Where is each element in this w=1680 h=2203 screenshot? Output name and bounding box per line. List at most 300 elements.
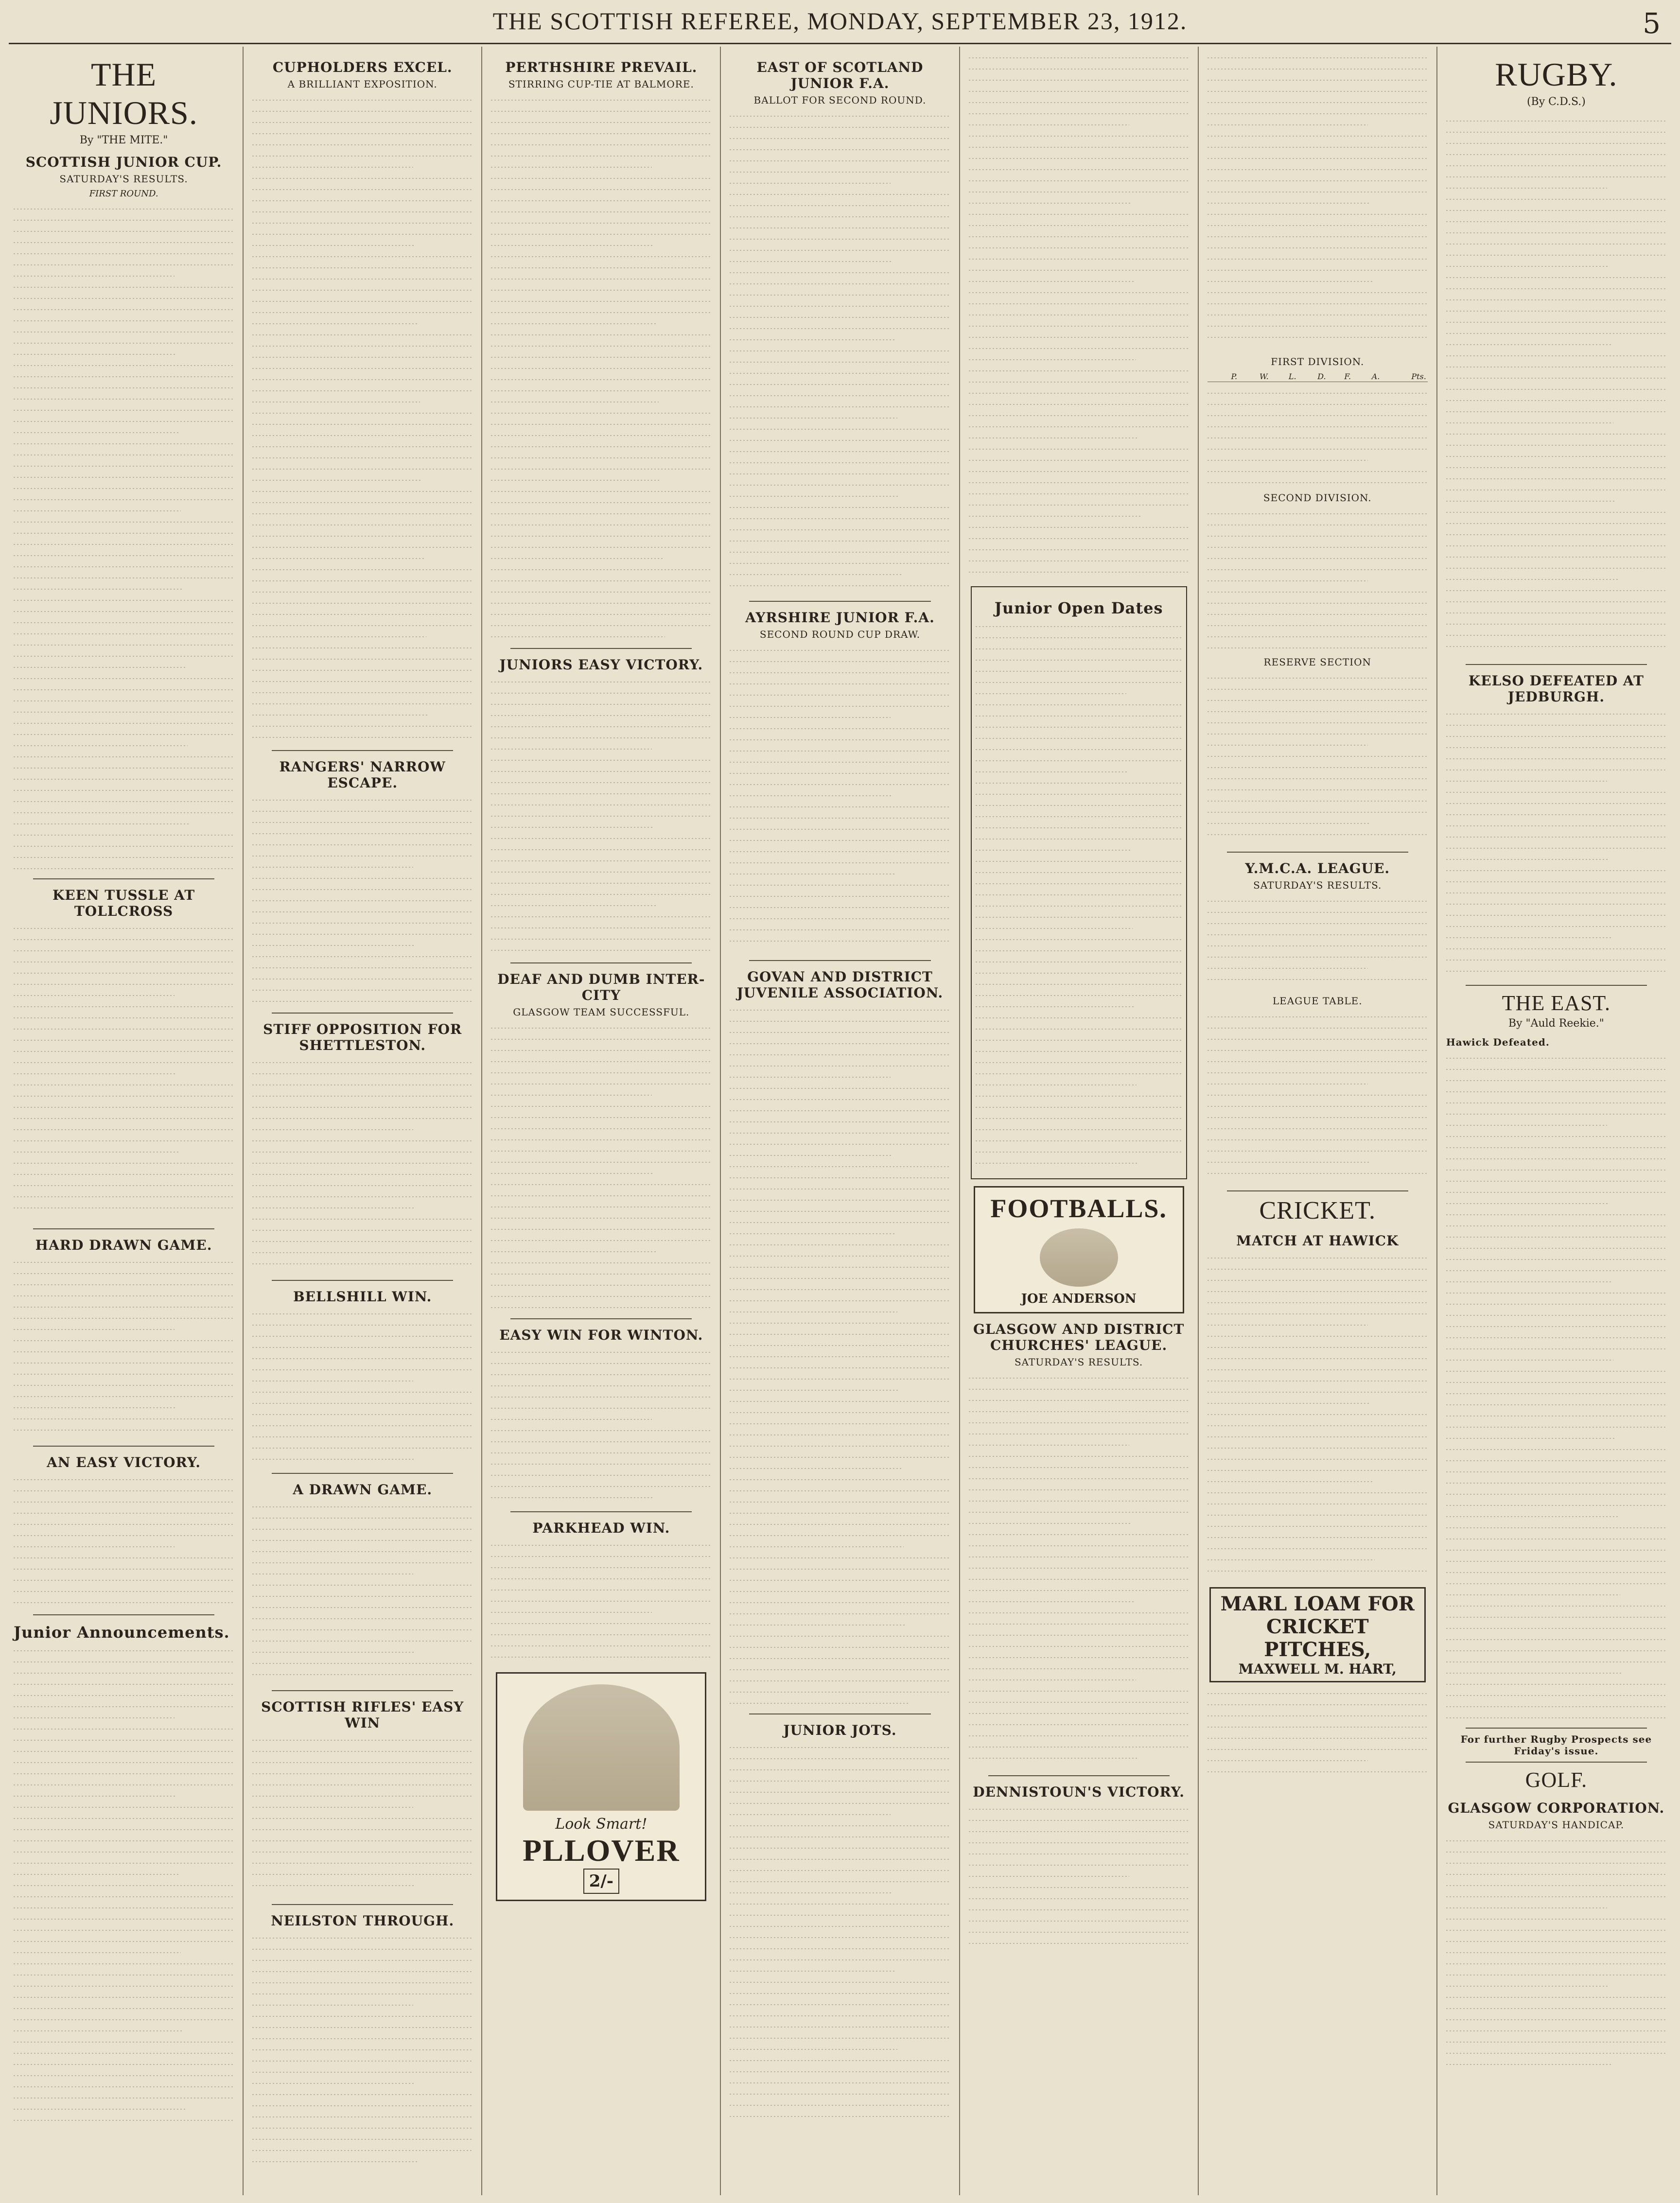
text-line	[491, 116, 711, 127]
text-line	[976, 855, 1182, 866]
text-line	[969, 1372, 1189, 1383]
text-line	[969, 353, 1136, 365]
text-line	[14, 1301, 234, 1312]
text-line	[976, 1101, 1182, 1112]
text-line	[252, 861, 413, 872]
text-line	[730, 1049, 950, 1060]
text-line	[730, 557, 950, 568]
text-line	[1446, 1488, 1666, 1499]
text-line	[252, 805, 472, 816]
text-line	[1446, 1399, 1666, 1410]
text-line	[1446, 159, 1666, 171]
ad-lead: Look Smart!	[555, 1816, 648, 1833]
text-line	[491, 1458, 711, 1469]
text-line	[976, 1000, 1135, 1012]
text-line	[14, 1485, 234, 1496]
text-line	[14, 650, 234, 661]
text-line	[491, 698, 711, 709]
text-line	[1446, 719, 1666, 730]
text-line	[1208, 1033, 1428, 1044]
text-line	[730, 266, 950, 278]
text-line	[976, 844, 1131, 855]
text-line	[14, 840, 234, 851]
text-line	[730, 1261, 950, 1272]
text-line	[730, 655, 950, 666]
text-line	[1208, 1319, 1368, 1330]
text-line	[14, 1390, 234, 1401]
text-line	[969, 197, 1132, 208]
juniors-byline: By "THE MITE."	[79, 134, 168, 146]
text-line	[14, 944, 234, 956]
text-line	[491, 743, 652, 754]
text-line	[1446, 1958, 1666, 1969]
text-line	[252, 794, 472, 805]
text-line	[969, 331, 1189, 342]
text-line	[730, 1160, 950, 1171]
text-line	[976, 989, 1182, 1000]
text-line	[14, 1667, 234, 1678]
text-line	[14, 1179, 234, 1190]
col-a: A.	[1352, 371, 1381, 382]
text-line	[491, 541, 711, 552]
divider	[749, 1713, 930, 1714]
second-draw-subheading: SECOND ROUND CUP DRAW.	[759, 629, 921, 640]
text-line	[730, 535, 950, 546]
hawick-match-heading: MATCH AT HAWICK	[1236, 1233, 1399, 1249]
cricket-notes	[1208, 1687, 1428, 1784]
text-line	[730, 501, 950, 512]
text-line	[252, 984, 472, 995]
text-line	[969, 1803, 1189, 1814]
text-line	[14, 1790, 176, 1801]
text-line	[1446, 1600, 1666, 1611]
text-line	[969, 1450, 1189, 1461]
text-line	[14, 1334, 234, 1346]
text-line	[14, 751, 234, 762]
text-line	[730, 823, 950, 834]
text-line	[14, 1756, 234, 1767]
text-line	[730, 188, 950, 199]
text-line	[252, 1056, 472, 1067]
text-line	[1208, 1408, 1428, 1419]
rangers-article	[252, 794, 472, 1008]
text-line	[252, 1857, 472, 1868]
text-line	[1446, 316, 1666, 327]
text-line	[1446, 1454, 1666, 1466]
text-line	[252, 1179, 472, 1190]
text-line	[491, 1357, 711, 1368]
text-line	[491, 306, 711, 317]
text-line	[969, 1595, 1134, 1607]
text-line	[1208, 1134, 1428, 1145]
text-line	[491, 776, 711, 787]
text-line	[252, 262, 472, 273]
text-line	[1208, 1509, 1428, 1520]
parkhead-article	[491, 1539, 711, 1665]
text-line	[14, 1413, 234, 1424]
text-line	[14, 1596, 234, 1608]
text-line	[1446, 584, 1666, 595]
text-line	[969, 1383, 1189, 1394]
text-line	[252, 1112, 472, 1123]
text-line	[491, 608, 711, 619]
text-line	[1446, 1689, 1666, 1700]
text-line	[252, 1988, 472, 1999]
text-line	[730, 1037, 950, 1049]
col-pts: Pts.	[1381, 371, 1428, 382]
text-line	[730, 199, 950, 210]
text-line	[252, 273, 472, 284]
text-line	[14, 683, 234, 695]
text-line	[252, 608, 472, 619]
divider	[1466, 1762, 1647, 1763]
text-line	[730, 1015, 950, 1026]
text-line	[252, 1965, 472, 1976]
text-line	[1446, 1432, 1616, 1443]
deaf-article	[491, 1022, 711, 1313]
text-line	[969, 1674, 1136, 1685]
text-line	[1446, 1052, 1666, 1063]
stiff-article	[252, 1056, 472, 1275]
text-line	[491, 273, 711, 284]
text-line	[730, 378, 950, 389]
text-line	[1446, 1164, 1666, 1175]
text-line	[969, 1892, 1189, 1904]
text-line	[730, 1931, 950, 1942]
text-line	[1446, 1354, 1613, 1365]
text-line	[14, 1980, 234, 1991]
text-line	[1208, 1554, 1375, 1565]
text-line	[14, 203, 234, 214]
text-line	[14, 605, 234, 616]
text-line	[491, 1134, 711, 1145]
text-line	[1208, 409, 1428, 420]
text-line	[976, 956, 1182, 967]
text-line	[491, 1022, 711, 1033]
text-line	[969, 1881, 1189, 1892]
text-line	[252, 664, 472, 675]
text-line	[252, 295, 472, 306]
text-line	[730, 401, 950, 412]
text-line	[1446, 1141, 1666, 1153]
text-line	[252, 575, 472, 586]
text-line	[491, 1640, 711, 1651]
neilston-heading: NEILSTON THROUGH.	[271, 1913, 455, 1929]
text-line	[252, 1352, 472, 1364]
text-line	[252, 161, 413, 172]
divider	[33, 1614, 214, 1615]
text-line	[1446, 428, 1666, 439]
text-line	[969, 1495, 1189, 1506]
divider	[1466, 1728, 1647, 1729]
text-line	[1446, 920, 1666, 931]
text-line	[1208, 443, 1428, 454]
text-line	[730, 143, 950, 155]
text-line	[1208, 253, 1428, 264]
text-line	[976, 654, 1182, 665]
text-line	[969, 52, 1189, 63]
text-line	[976, 822, 1182, 833]
text-line	[14, 2103, 185, 2114]
text-line	[730, 1306, 897, 1317]
text-line	[976, 1045, 1182, 1056]
text-line	[1208, 962, 1368, 973]
text-line	[730, 711, 891, 722]
text-line	[976, 1023, 1182, 1034]
text-line	[252, 1932, 472, 1943]
text-line	[252, 172, 472, 183]
text-line	[14, 1712, 175, 1723]
text-line	[730, 1026, 950, 1037]
page-number: 5	[1643, 7, 1661, 40]
text-line	[491, 1189, 711, 1201]
text-line	[252, 1512, 472, 1523]
text-line	[730, 2043, 897, 2054]
text-line	[252, 127, 472, 139]
text-line	[1446, 204, 1666, 215]
text-line	[730, 2110, 950, 2121]
text-line	[1208, 230, 1428, 242]
text-line	[1446, 1521, 1666, 1533]
text-line	[252, 1168, 472, 1179]
text-line	[14, 1256, 234, 1267]
text-line	[1446, 506, 1666, 517]
text-line	[252, 2099, 472, 2111]
perthshire-heading: PERTHSHIRE PREVAIL.	[505, 59, 698, 75]
text-line	[730, 1496, 950, 1507]
text-line	[1208, 1766, 1428, 1777]
text-line	[252, 1745, 472, 1756]
text-line	[14, 1779, 234, 1790]
text-line	[491, 351, 711, 362]
text-line	[1208, 940, 1428, 951]
text-line	[730, 1909, 950, 1920]
text-line	[14, 1868, 179, 1879]
text-line	[252, 939, 415, 950]
text-line	[1208, 928, 1428, 940]
text-line	[969, 163, 1189, 175]
text-line	[1446, 305, 1666, 316]
text-line	[730, 1987, 950, 1998]
winton-article	[491, 1346, 711, 1506]
text-line	[730, 1619, 906, 1630]
text-line	[730, 1998, 950, 2010]
text-line	[252, 1835, 472, 1846]
divider	[272, 1473, 453, 1474]
text-line	[491, 1561, 711, 1573]
text-line	[14, 1563, 234, 1574]
text-line	[1446, 864, 1666, 875]
text-line	[1208, 275, 1373, 286]
text-line	[976, 1034, 1182, 1045]
text-line	[252, 139, 472, 150]
text-line	[730, 1272, 950, 1283]
text-line	[252, 194, 472, 206]
text-line	[14, 2114, 234, 2125]
text-line	[252, 1590, 472, 1601]
text-line	[14, 1278, 234, 1290]
cupholders-heading: CUPHOLDERS EXCEL.	[272, 59, 453, 75]
text-line	[1446, 1678, 1666, 1689]
ayrshire-heading: AYRSHIRE JUNIOR F.A.	[745, 610, 935, 626]
text-line	[491, 1480, 711, 1491]
text-line	[730, 722, 950, 734]
text-line	[252, 1308, 472, 1319]
text-line	[252, 373, 472, 385]
text-line	[491, 1145, 711, 1156]
text-line	[14, 784, 234, 795]
cup-heading: SCOTTISH JUNIOR CUP.	[25, 154, 222, 170]
text-line	[730, 1920, 950, 1931]
text-line	[14, 2025, 183, 2036]
text-line	[1208, 541, 1428, 552]
text-line	[252, 950, 472, 962]
text-line	[14, 773, 234, 784]
text-line	[976, 889, 1182, 900]
text-line	[14, 1135, 234, 1146]
juniors-heading: THE JUNIORS.	[50, 56, 198, 131]
text-line	[14, 1045, 234, 1056]
text-line	[730, 1853, 950, 1864]
text-line	[252, 1612, 472, 1624]
text-line	[1446, 1935, 1666, 1946]
divider	[1227, 852, 1408, 853]
text-line	[1208, 1375, 1428, 1386]
text-line	[730, 1116, 950, 1127]
text-line	[969, 208, 1189, 219]
text-line	[14, 933, 234, 944]
text-line	[252, 1999, 413, 2010]
text-line	[252, 1668, 472, 1679]
text-line	[14, 538, 234, 549]
text-line	[1208, 1520, 1428, 1531]
text-line	[730, 789, 892, 801]
corporation-heading: GLASGOW CORPORATION.	[1448, 1800, 1665, 1816]
text-line	[1446, 831, 1666, 842]
text-line	[1208, 186, 1428, 197]
text-line	[1446, 215, 1666, 227]
text-line	[252, 2077, 415, 2088]
text-line	[969, 1752, 1138, 1763]
churches-results	[969, 1372, 1189, 1770]
text-line	[1208, 1067, 1428, 1078]
text-line	[969, 253, 1189, 264]
text-line	[14, 661, 185, 672]
text-line	[14, 672, 234, 683]
text-line	[252, 2044, 472, 2055]
text-line	[1208, 85, 1428, 96]
text-line	[14, 1678, 234, 1689]
drawn-heading: A DRAWN GAME.	[293, 1482, 433, 1498]
text-line	[1208, 575, 1368, 586]
text-line	[252, 872, 472, 883]
text-line	[730, 1149, 892, 1160]
text-line	[1208, 1341, 1428, 1352]
text-line	[969, 107, 1189, 119]
text-line	[252, 1976, 472, 1988]
text-line	[1208, 208, 1428, 219]
text-line	[14, 818, 190, 829]
text-line	[1208, 1542, 1428, 1554]
text-line	[252, 418, 472, 429]
text-line	[252, 1879, 415, 1890]
text-line	[976, 754, 1182, 766]
text-line	[730, 1965, 895, 1976]
text-line	[730, 2088, 950, 2099]
text-line	[14, 1267, 234, 1278]
footballs-heading: FOOTBALLS.	[990, 1194, 1167, 1223]
divider	[510, 1318, 692, 1319]
text-line	[1446, 1387, 1666, 1399]
text-line	[491, 563, 711, 575]
text-line	[1208, 1397, 1370, 1408]
text-line	[1208, 1252, 1428, 1263]
text-line	[491, 1539, 711, 1550]
text-line	[1446, 797, 1666, 808]
text-line	[491, 877, 711, 888]
govan-article	[730, 1004, 950, 1709]
text-line	[14, 437, 234, 449]
text-line	[491, 575, 711, 586]
text-line	[252, 1453, 415, 1464]
text-line	[491, 385, 711, 396]
text-line	[491, 1584, 711, 1595]
text-line	[969, 454, 1189, 465]
text-line	[1446, 1309, 1666, 1320]
text-line	[730, 1675, 950, 1686]
text-line	[14, 616, 234, 628]
text-line	[976, 631, 1182, 643]
ballot-article	[730, 110, 950, 596]
divider	[272, 1904, 453, 1905]
text-line	[730, 1697, 908, 1708]
text-line	[730, 1808, 891, 1819]
text-line	[14, 449, 234, 460]
text-line	[730, 2077, 950, 2088]
text-line	[1208, 1464, 1428, 1475]
text-line	[14, 1552, 234, 1563]
kelso-article	[1446, 708, 1666, 980]
text-line	[491, 1424, 711, 1435]
text-line	[1446, 338, 1611, 350]
text-line	[491, 933, 711, 944]
text-line	[1446, 898, 1666, 909]
text-line	[1446, 1108, 1666, 1119]
text-line	[1446, 1276, 1611, 1287]
text-line	[730, 490, 899, 501]
text-line	[1208, 683, 1428, 694]
text-line	[730, 367, 950, 378]
divider	[33, 878, 214, 879]
text-line	[730, 1954, 950, 1965]
first-division-heading: FIRST DIVISION.	[1271, 356, 1365, 367]
text-line	[252, 1157, 472, 1168]
east-heading: THE EAST.	[1502, 991, 1611, 1015]
text-line	[1446, 1220, 1666, 1231]
text-line	[252, 2155, 418, 2167]
masthead-rule	[9, 43, 1671, 44]
text-line	[252, 630, 426, 642]
text-line	[14, 270, 175, 281]
text-line	[491, 105, 711, 116]
text-line	[976, 743, 1182, 754]
text-line	[14, 315, 234, 326]
text-line	[730, 756, 950, 767]
text-line	[1446, 808, 1666, 820]
divider	[510, 1511, 692, 1512]
results-heading: SATURDAY'S RESULTS.	[59, 173, 188, 185]
text-line	[252, 340, 472, 351]
